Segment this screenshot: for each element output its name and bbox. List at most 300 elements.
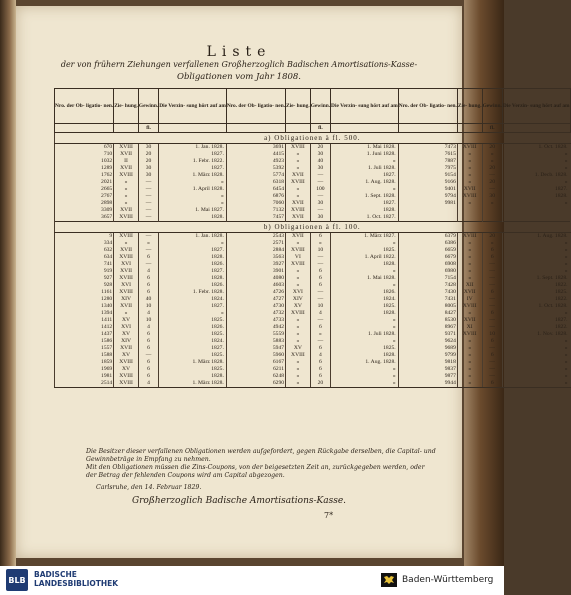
table-cell: »	[286, 275, 311, 282]
table-cell: 6379	[398, 233, 457, 241]
table-cell: 1. März 1828.	[159, 380, 227, 388]
table-cell: 1824.	[159, 296, 227, 303]
table-cell: »	[114, 200, 139, 207]
table-cell: —	[482, 261, 502, 268]
table-cell: 1412	[55, 324, 114, 331]
table-cell: XVII	[286, 233, 311, 241]
table-cell: XVI	[286, 289, 311, 296]
table-cell: 1827.	[502, 186, 570, 193]
table-cell	[502, 214, 570, 222]
table-cell: »	[159, 240, 227, 247]
header-unit: fl.	[138, 124, 158, 133]
table-cell: 1828.	[331, 310, 399, 317]
table-cell: —	[310, 289, 330, 296]
table-cell: 6	[482, 247, 502, 254]
table-cell: 2021	[55, 179, 114, 186]
table-cell: »	[286, 366, 311, 373]
table-cell: XVIII	[114, 373, 139, 380]
table-cell: »	[502, 165, 570, 172]
table-cell: —	[482, 275, 502, 282]
table-cell: 1. Febr. 1828.	[159, 289, 227, 296]
table-row	[55, 186, 571, 193]
table-cell: 1. März 1828.	[159, 172, 227, 179]
table-cell: 10	[138, 303, 158, 310]
table-cell: 4	[138, 380, 158, 388]
table-cell: 4733	[226, 317, 285, 324]
table-cell: 4080	[226, 275, 285, 282]
table-cell: 4727	[226, 296, 285, 303]
table-cell: 670	[55, 144, 114, 152]
table-cell: »	[286, 380, 311, 388]
table-row	[55, 151, 571, 158]
table-cell: 1. Juli 1828.	[331, 331, 399, 338]
table-cell: »	[159, 200, 227, 207]
table-cell: 6167	[226, 359, 285, 366]
table-cell: XI	[457, 324, 482, 331]
table-cell: »	[331, 186, 399, 193]
table-cell: 7887	[398, 158, 457, 165]
table-cell: —	[482, 345, 502, 352]
table-cell: 6	[138, 345, 158, 352]
table-cell: XVII	[114, 345, 139, 352]
table-cell: 1. Febr. 1822.	[159, 158, 227, 165]
table-cell: 6	[310, 282, 330, 289]
table-cell: 710	[55, 151, 114, 158]
table-row	[55, 233, 571, 241]
table-cell: —	[482, 303, 502, 310]
table-cell: »	[457, 268, 482, 275]
table-cell: 9799	[398, 352, 457, 359]
table-cell: »	[286, 338, 311, 345]
table-cell: XVII	[457, 186, 482, 193]
obligations-table	[54, 88, 571, 388]
table-cell: 1826.	[331, 289, 399, 296]
table-row	[55, 373, 571, 380]
table-cell: —	[310, 207, 330, 214]
table-row	[55, 207, 571, 214]
table-cell: 6	[138, 254, 158, 261]
table-cell: 8427	[398, 310, 457, 317]
table-cell: XVI	[114, 324, 139, 331]
table-cell: XIV	[114, 338, 139, 345]
table-cell: 7154	[398, 275, 457, 282]
table-cell: VI	[286, 254, 311, 261]
table-cell: XVIII	[286, 207, 311, 214]
table-row	[55, 296, 571, 303]
table-cell: 1825.	[331, 247, 399, 254]
table-cell: 6	[310, 275, 330, 282]
table-cell: 1. Juli 1828.	[331, 165, 399, 172]
header-blank	[502, 124, 570, 133]
table-cell: 10	[482, 331, 502, 338]
table-row	[55, 193, 571, 200]
table-cell: »	[482, 200, 502, 207]
table-cell: 1. Oct. 1828.	[502, 144, 570, 152]
table-cell: —	[138, 233, 158, 241]
table-cell: 7615	[398, 151, 457, 158]
table-cell: XVII	[286, 214, 311, 222]
table-cell: »	[286, 359, 311, 366]
table-cell: 6318	[226, 179, 285, 186]
table-cell: —	[482, 172, 502, 179]
table-cell: 6290	[226, 380, 285, 388]
table-cell: 334	[55, 240, 114, 247]
table-cell: 3691	[226, 144, 285, 152]
table-row	[55, 254, 571, 261]
table-cell: XVIII	[114, 380, 139, 388]
place-date-text: Carlsruhe, den 14. Februar 1829.	[96, 484, 202, 491]
table-cell: 1828.	[331, 261, 399, 268]
table-cell: 1394	[55, 310, 114, 317]
header-number: Nro. der Ob- ligatio- nen.	[55, 89, 114, 124]
table-cell: 9166	[398, 179, 457, 186]
table-cell: 6659	[398, 247, 457, 254]
table-cell: 741	[55, 261, 114, 268]
table-row	[55, 144, 571, 152]
table-cell: »	[457, 338, 482, 345]
table-cell: 5559	[226, 331, 285, 338]
state-name: Baden-Württemberg	[402, 575, 494, 585]
table-cell: 1. April 1822.	[331, 254, 399, 261]
table-cell: 6	[482, 289, 502, 296]
table-cell: 6	[482, 254, 502, 261]
table-cell: 9371	[398, 331, 457, 338]
table-cell: XVIII	[114, 275, 139, 282]
table-cell: —	[310, 254, 330, 261]
table-cell: 1. Aug. 1828.	[502, 233, 570, 241]
library-name-line1: BADISCHE	[34, 570, 77, 579]
table-cell: —	[482, 282, 502, 289]
table-cell: XVIII	[457, 233, 482, 241]
table-cell: »	[502, 151, 570, 158]
table-cell: »	[502, 268, 570, 275]
table-cell: —	[482, 317, 502, 324]
table-cell: 6	[138, 338, 158, 345]
table-cell: XVII	[286, 200, 311, 207]
table-cell: »	[286, 186, 311, 193]
table-cell: »	[457, 172, 482, 179]
table-cell: 9944	[398, 380, 457, 388]
table-row	[55, 172, 571, 179]
table-row	[55, 247, 571, 254]
table-cell: »	[502, 247, 570, 254]
table-cell: 3901	[226, 268, 285, 275]
table-cell: —	[138, 214, 158, 222]
book-spine-left	[0, 0, 16, 566]
table-cell: XVIII	[457, 303, 482, 310]
table-cell: »	[331, 282, 399, 289]
table-row	[55, 380, 571, 388]
table-cell: 919	[55, 268, 114, 275]
table-cell: »	[457, 373, 482, 380]
table-cell: 1827.	[159, 165, 227, 172]
table-cell: 20	[310, 380, 330, 388]
table-cell: 20	[482, 179, 502, 186]
table-cell: 6	[310, 373, 330, 380]
table-cell: »	[502, 338, 570, 345]
table-cell: 30	[482, 193, 502, 200]
table-cell: —	[482, 268, 502, 275]
table-cell: 1. Mai 1828.	[331, 144, 399, 152]
table-cell: XV	[286, 345, 311, 352]
header-interest: Die Verzin- sung hört auf am	[331, 89, 399, 124]
table-cell: 1. Aug. 1828.	[331, 359, 399, 366]
table-cell: »	[502, 179, 570, 186]
table-cell: 6876	[226, 193, 285, 200]
table-cell	[457, 214, 482, 222]
table-cell: 3309	[55, 207, 114, 214]
table-cell: »	[331, 366, 399, 373]
table-cell: XVII	[457, 289, 482, 296]
table-cell: 1. Oct. 1827.	[331, 214, 399, 222]
table-cell: 40	[138, 296, 158, 303]
table-cell: 7060	[226, 200, 285, 207]
table-cell: 30	[310, 200, 330, 207]
table-row	[55, 179, 571, 186]
table-cell: »	[502, 359, 570, 366]
table-cell: —	[138, 207, 158, 214]
table-cell: XVIII	[286, 247, 311, 254]
header-blank	[398, 124, 457, 133]
table-cell: »	[114, 193, 139, 200]
table-cell: 6	[310, 324, 330, 331]
table-cell: 7975	[398, 165, 457, 172]
table-cell: 1825.	[502, 289, 570, 296]
table-cell: 9689	[398, 345, 457, 352]
table-cell: 2665	[55, 186, 114, 193]
section-heading: a) Obligationen à fl. 500.	[55, 133, 571, 144]
baden-wuerttemberg-crest-icon	[380, 571, 398, 589]
table-cell: 6	[310, 345, 330, 352]
header-blank	[114, 124, 139, 133]
table-cell: —	[310, 317, 330, 324]
table-cell: »	[114, 186, 139, 193]
table-cell: »	[457, 310, 482, 317]
table-cell: 1588	[55, 352, 114, 359]
table-cell: »	[502, 254, 570, 261]
table-cell: »	[457, 380, 482, 388]
table-cell: —	[482, 366, 502, 373]
table-row	[55, 282, 571, 289]
table-cell: 1161	[55, 289, 114, 296]
table-cell: XVIII	[457, 331, 482, 338]
table-cell: 4603	[226, 282, 285, 289]
table-cell: 20	[138, 151, 158, 158]
table-cell: XVIII	[114, 254, 139, 261]
table-cell: »	[331, 158, 399, 165]
table-cell: XVIII	[457, 193, 482, 200]
table-cell: 1827.	[159, 151, 227, 158]
table-cell: »	[457, 345, 482, 352]
table-cell: —	[482, 186, 502, 193]
table-cell: 6679	[398, 254, 457, 261]
table-cell: XV	[114, 331, 139, 338]
table-cell: 4732	[226, 310, 285, 317]
table-row	[55, 324, 571, 331]
table-cell: XVIII	[286, 261, 311, 268]
table-cell: XVII	[114, 247, 139, 254]
table-cell: —	[482, 359, 502, 366]
table-cell: —	[310, 179, 330, 186]
table-cell	[482, 214, 502, 222]
table-cell: XVIII	[457, 144, 482, 152]
table-cell: 4923	[226, 158, 285, 165]
table-cell: 927	[55, 275, 114, 282]
header-blank	[159, 124, 227, 133]
table-cell: 1859	[55, 359, 114, 366]
header-unit: fl.	[482, 124, 502, 133]
table-row	[55, 359, 571, 366]
table-cell: XVI	[114, 282, 139, 289]
table-cell: XVIII	[286, 352, 311, 359]
table-cell: 1411	[55, 317, 114, 324]
table-cell: 1825.	[159, 317, 227, 324]
table-cell: —	[482, 373, 502, 380]
table-cell: »	[331, 240, 399, 247]
table-cell: »	[310, 331, 330, 338]
table-cell: »	[457, 352, 482, 359]
table-cell: »	[286, 240, 311, 247]
table-cell: »	[286, 268, 311, 275]
table-cell: —	[310, 261, 330, 268]
table-cell: 9401	[398, 186, 457, 193]
table-cell: IV	[457, 296, 482, 303]
table-cell: 1827.	[331, 172, 399, 179]
table-cell: —	[310, 338, 330, 345]
table-cell: 1032	[55, 158, 114, 165]
table-cell: 7428	[398, 282, 457, 289]
table-cell	[398, 207, 457, 214]
table-cell: 30	[138, 144, 158, 152]
table-cell: 2767	[55, 193, 114, 200]
table-cell: 30	[138, 172, 158, 179]
table-cell: XVII	[114, 207, 139, 214]
signature: Großherzoglich Badische Amortisations-Kasse.	[131, 496, 347, 506]
table-cell: 5960	[226, 352, 285, 359]
table-cell: 1828.	[159, 373, 227, 380]
table-cell: 1828.	[159, 275, 227, 282]
table-cell: 20	[138, 158, 158, 165]
header-blank	[286, 124, 311, 133]
table-cell: 20	[482, 144, 502, 152]
table-cell: XVII	[114, 165, 139, 172]
table-cell: —	[138, 186, 158, 193]
table-cell	[457, 207, 482, 214]
notice-coupons-text: Mit den Obligationen müssen die Zins-Coupons, von der beigesetzten Zeit an, zurückgegeben werden, oder der Betrag der fehlenden Coupons wird am Capital abgezogen.	[86, 464, 425, 479]
table-cell: 1. Aug. 1828.	[331, 179, 399, 186]
header-interest: Die Verzin- sung hört auf am	[502, 89, 570, 124]
header-interest: Die Verzin- sung hört auf am	[159, 89, 227, 124]
table-cell: XV	[114, 352, 139, 359]
table-cell: 4726	[226, 289, 285, 296]
table-cell: XIV	[286, 296, 311, 303]
table-cell: »	[457, 366, 482, 373]
table-cell: 634	[55, 254, 114, 261]
table-cell: XVIII	[114, 214, 139, 222]
table-cell: 6	[310, 366, 330, 373]
table-row	[55, 214, 571, 222]
table-cell: 9818	[398, 359, 457, 366]
table-cell: »	[286, 282, 311, 289]
table-cell: 6	[138, 282, 158, 289]
table-cell: 10	[310, 247, 330, 254]
table-cell: »	[331, 380, 399, 388]
table-cell: »	[114, 310, 139, 317]
table-cell: 1969	[55, 366, 114, 373]
table-cell: 1. Oct. 1828.	[502, 303, 570, 310]
table-cell: 100	[310, 186, 330, 193]
table-cell: 1825.	[159, 331, 227, 338]
table-cell: 1828.	[331, 352, 399, 359]
table-row	[55, 317, 571, 324]
table-cell: 6	[482, 310, 502, 317]
document-subtitle: der von frühern Ziehungen verfallenen Großherzoglich Badischen Amortisations-Kasse-	[60, 60, 418, 69]
table-cell	[502, 207, 570, 214]
table-cell: XVI	[114, 261, 139, 268]
table-cell: 1824.	[159, 338, 227, 345]
table-cell: 6	[482, 380, 502, 388]
table-cell: XVII	[457, 317, 482, 324]
table-cell: 1822.	[502, 296, 570, 303]
table-cell: 2884	[226, 247, 285, 254]
document-subtitle-year: Obligationen vom Jahr 1808.	[176, 72, 302, 82]
table-cell: 6454	[226, 186, 285, 193]
table-cell: —	[138, 193, 158, 200]
table-cell: —	[310, 193, 330, 200]
table-cell: »	[286, 331, 311, 338]
table-cell: 6	[310, 268, 330, 275]
table-cell: 7430	[398, 289, 457, 296]
table-cell: 1825.	[159, 352, 227, 359]
library-name-line2: LANDESBIBLIOTHEK	[34, 579, 119, 588]
table-cell: 6	[310, 359, 330, 366]
table-row	[55, 200, 571, 207]
table-cell: 4	[138, 324, 158, 331]
table-cell: »	[457, 151, 482, 158]
header-number: Nro. der Ob- ligatio- nen.	[398, 89, 457, 124]
table-row	[55, 352, 571, 359]
table-cell: XVIII	[286, 179, 311, 186]
table-cell: »	[286, 165, 311, 172]
table-cell: »	[286, 158, 311, 165]
table-cell: »	[286, 151, 311, 158]
table-cell: 6	[138, 359, 158, 366]
table-cell: 1825.	[331, 345, 399, 352]
table-cell: »	[159, 179, 227, 186]
table-cell: 1827.	[331, 200, 399, 207]
table-cell: 928	[55, 282, 114, 289]
table-cell: 1826.	[159, 282, 227, 289]
table-cell: »	[457, 165, 482, 172]
table-cell: —	[310, 172, 330, 179]
header-gain: Gewinn.	[138, 89, 158, 124]
table-cell: 4	[138, 268, 158, 275]
table-cell: 1. Sept. 1828.	[502, 275, 570, 282]
table-row	[55, 366, 571, 373]
table-cell: 9154	[398, 172, 457, 179]
table-cell: 7132	[226, 207, 285, 214]
table-cell: 1981	[55, 373, 114, 380]
header-series: Zie- hung.	[457, 89, 482, 124]
table-cell: 1. Jan. 1828.	[159, 233, 227, 241]
table-cell: »	[331, 338, 399, 345]
table-row	[55, 158, 571, 165]
table-cell: »	[331, 317, 399, 324]
document-title: Liste	[206, 44, 272, 60]
table-cell: 6	[138, 289, 158, 296]
table-cell: 5392	[226, 165, 285, 172]
header-gain: Gewinn.	[310, 89, 330, 124]
